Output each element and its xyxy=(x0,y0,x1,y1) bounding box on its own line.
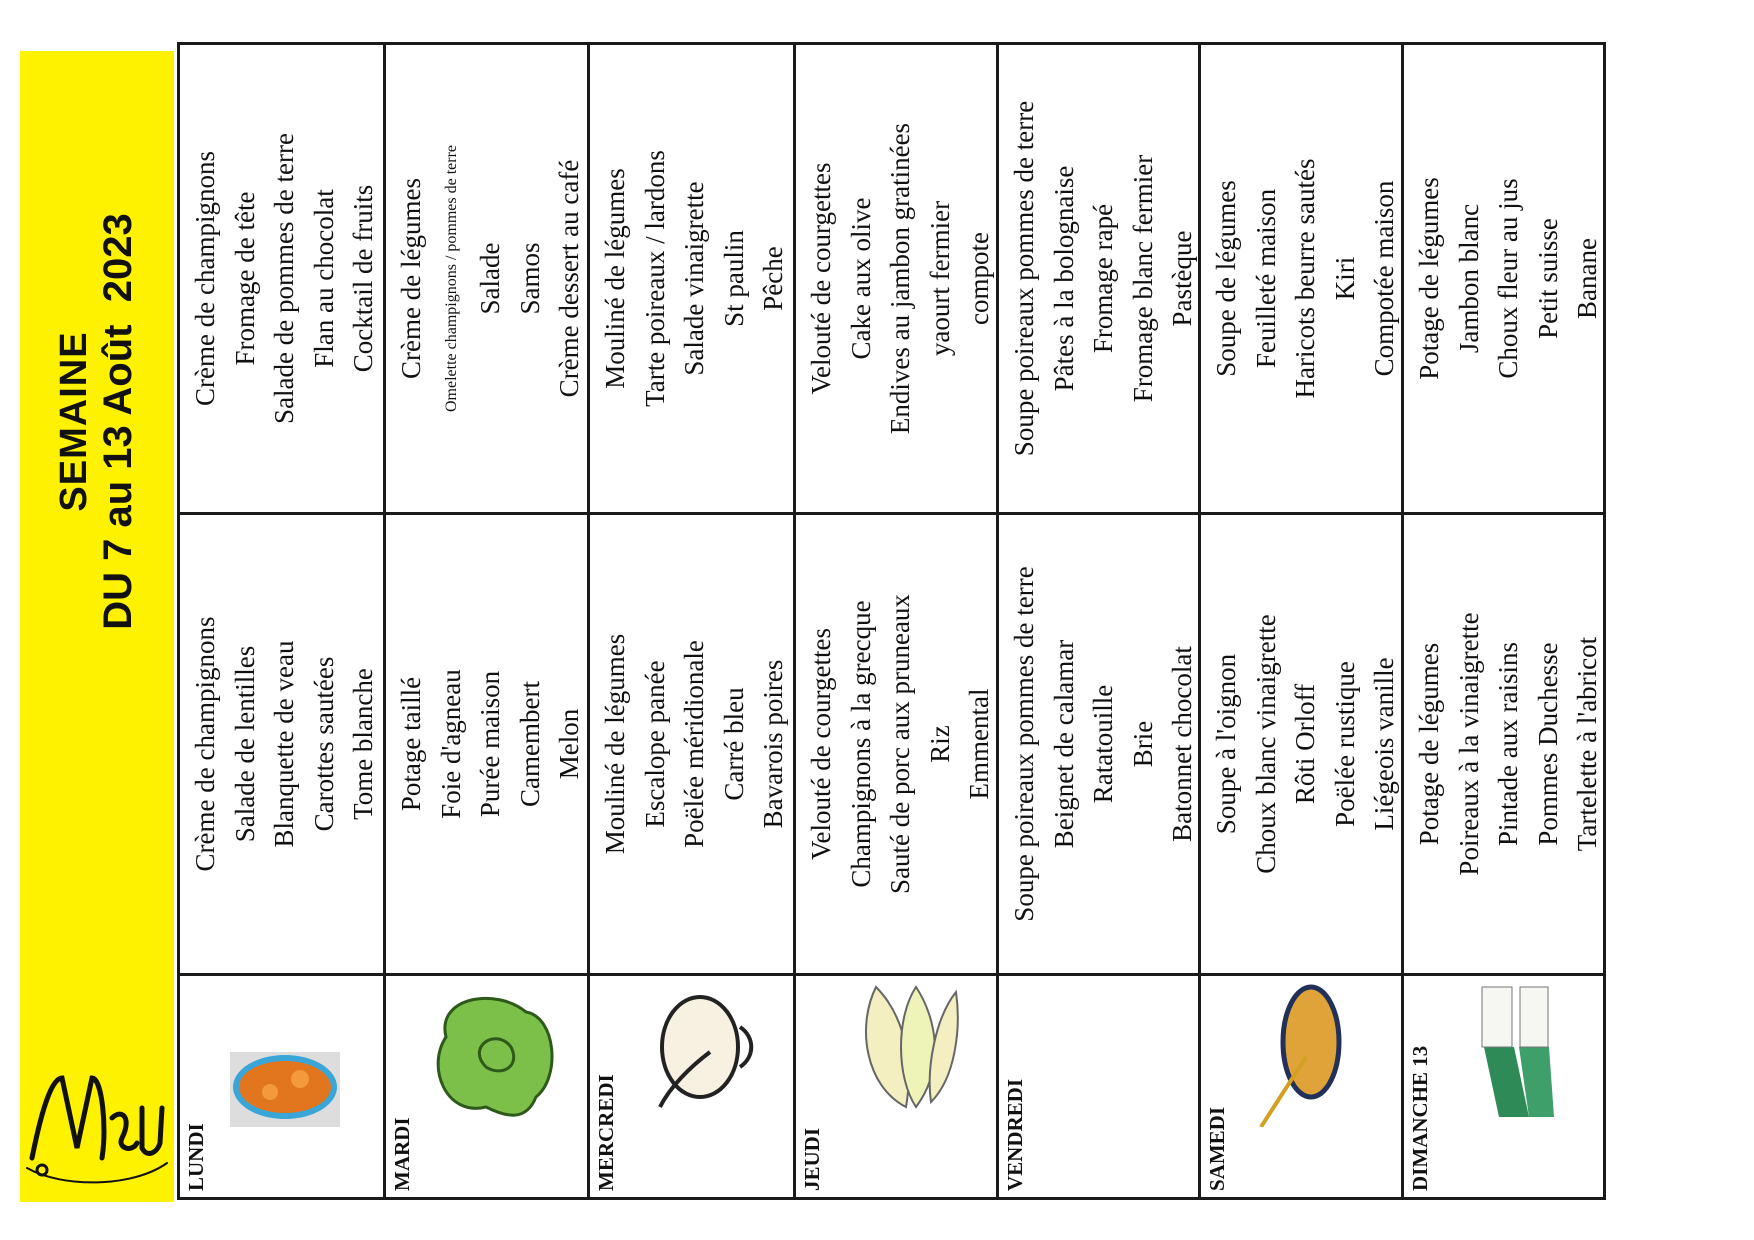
dinner-cell xyxy=(1201,45,1401,512)
lettuce-icon xyxy=(426,977,566,1127)
dish-item: Fromage blanc fermier xyxy=(1127,154,1158,403)
dish-item: Omelette champignons / pommes de terre xyxy=(442,144,460,413)
dish-item: Soupe de légumes xyxy=(1211,180,1241,377)
dinner-cell xyxy=(1404,45,1603,512)
lunch-cell xyxy=(590,512,793,973)
dish-item: Pintade aux raisins xyxy=(1493,642,1523,846)
lunch-dish-list xyxy=(186,515,384,973)
dish-item: Samos xyxy=(514,242,545,315)
day-name: LUNDI xyxy=(184,1123,208,1191)
leek-icon xyxy=(1444,977,1584,1127)
dish-item: Pommes Duchesse xyxy=(1532,642,1563,846)
dish-item: Carré bleu xyxy=(718,687,749,801)
dish-item: Sauté de porc aux pruneaux xyxy=(885,594,915,894)
day-row xyxy=(1404,45,1603,1197)
menu-logo-calligraphy xyxy=(26,1044,168,1194)
day-name: MERCREDI xyxy=(594,1074,618,1191)
dish-item: Tome blanche xyxy=(348,668,378,820)
dish-item: compote xyxy=(964,232,994,325)
dinner-cell xyxy=(590,45,793,512)
dish-item: Cake aux olive xyxy=(845,197,876,360)
title-dates: DU 7 au 13 Août 2023 xyxy=(96,213,140,630)
day-label-cell xyxy=(999,973,1198,1197)
dish-item: Feuilleté maison xyxy=(1250,188,1281,369)
dish-item: Mouliné de légumes xyxy=(600,168,630,389)
day-row xyxy=(386,45,590,1197)
day-label-cell xyxy=(590,973,793,1197)
dish-item: Choux fleur au jus xyxy=(1493,178,1523,379)
dish-item: Salade de pommes de terre xyxy=(269,133,299,424)
dish-item: yaourt fermier xyxy=(924,200,955,357)
dish-item: Soupe poireaux pommes de terre xyxy=(1009,566,1039,922)
dish-item: Batonnet chocolat xyxy=(1167,646,1197,842)
dish-item: Tarte poireaux / lardons xyxy=(639,150,670,407)
header-band xyxy=(20,51,174,1202)
dish-item: Emmental xyxy=(964,688,994,800)
lunch-cell xyxy=(796,512,996,973)
lunch-cell xyxy=(999,512,1198,973)
day-name: SAMEDI xyxy=(1205,1106,1229,1191)
dish-item: Salade vinaigrette xyxy=(679,181,709,376)
dish-item: Poëlée méridionale xyxy=(679,640,709,848)
dinner-dish-list xyxy=(1410,45,1608,512)
dinner-cell xyxy=(386,45,587,512)
day-row xyxy=(1201,45,1404,1197)
dish-item: Liégeois vanille xyxy=(1369,657,1399,831)
dish-item: Purée maison xyxy=(475,670,505,818)
dish-item: Brie xyxy=(1127,720,1158,768)
dish-item: Salade de lentilles xyxy=(229,645,260,843)
dish-item: Pêche xyxy=(758,246,788,311)
endive-icon xyxy=(836,977,976,1127)
dinner-cell xyxy=(796,45,996,512)
dish-item: Poireaux à la vinaigrette xyxy=(1453,612,1484,876)
day-label-cell xyxy=(386,973,587,1197)
dish-item: Champignons à la grecque xyxy=(845,600,876,888)
dish-item: Crème dessert au café xyxy=(554,159,584,398)
dish-item: Endives au jambon gratinées xyxy=(885,122,915,435)
pot-icon xyxy=(630,977,770,1127)
dish-item: Soupe à l'oignon xyxy=(1211,653,1241,835)
lunch-dish-list xyxy=(392,515,590,973)
dinner-dish-list xyxy=(596,45,794,512)
lunch-cell xyxy=(1404,512,1603,973)
day-label-cell xyxy=(796,973,996,1197)
dish-item: Melon xyxy=(554,708,584,780)
lunch-dish-list xyxy=(1005,515,1203,973)
dish-item: Potage de légumes xyxy=(1414,177,1444,380)
dish-item: Beignet de calamar xyxy=(1048,639,1079,849)
day-label-cell xyxy=(1201,973,1401,1197)
dish-item: Velouté de courgettes xyxy=(806,628,836,860)
dish-item: Choux blanc vinaigrette xyxy=(1250,614,1281,874)
dish-item: Blanquette de veau xyxy=(269,640,299,848)
dish-item: Camembert xyxy=(514,681,545,807)
lunch-cell xyxy=(386,512,587,973)
dinner-dish-list xyxy=(1207,45,1405,512)
dish-item: Fromage rapé xyxy=(1088,203,1118,354)
dish-item: Crème de champignons xyxy=(190,616,220,872)
day-label-cell xyxy=(1404,973,1603,1197)
dinner-dish-list xyxy=(186,45,384,512)
dish-item: Pâtes à la bolognaise xyxy=(1048,165,1079,392)
day-label-cell xyxy=(180,973,383,1197)
dish-item: Soupe poireaux pommes de terre xyxy=(1009,100,1039,457)
dish-item: Pastèque xyxy=(1167,230,1197,327)
dish-item: Crème de légumes xyxy=(396,178,426,379)
day-name: MARDI xyxy=(390,1117,414,1191)
day-row xyxy=(180,45,386,1197)
dish-item: Fromage de tête xyxy=(229,191,260,366)
dish-item: Velouté de courgettes xyxy=(806,162,836,395)
dish-item: Potage taillé xyxy=(396,676,426,812)
dish-item: Ratatouille xyxy=(1088,684,1118,804)
menu-table xyxy=(177,42,1606,1200)
header-title xyxy=(20,51,174,952)
dish-item: Tartelette à l'abricot xyxy=(1572,636,1602,852)
dish-item: Kiri xyxy=(1329,256,1360,301)
lunch-dish-list xyxy=(1410,515,1608,973)
lunch-dish-list xyxy=(802,515,1000,973)
dish-item: Mouliné de légumes xyxy=(600,633,630,855)
dish-item: Jambon blanc xyxy=(1453,203,1484,354)
dish-item: Bavarois poires xyxy=(758,659,788,829)
dish-item: Riz xyxy=(924,725,955,763)
day-name: VENDREDI xyxy=(1003,1078,1027,1191)
lunch-dish-list xyxy=(596,515,794,973)
dish-item: Salade xyxy=(475,242,505,315)
day-row xyxy=(999,45,1201,1197)
lunch-cell xyxy=(1201,512,1401,973)
dinner-cell xyxy=(999,45,1198,512)
dish-item: Cocktail de fruits xyxy=(348,184,378,373)
dish-item: Potage de légumes xyxy=(1414,642,1444,846)
dish-item: Flan au chocolat xyxy=(308,189,339,368)
dish-item: Carottes sautées xyxy=(308,656,339,832)
dish-item: Escalope panée xyxy=(639,660,670,828)
day-name: DIMANCHE 13 xyxy=(1408,1045,1432,1191)
dish-item: St paulin xyxy=(718,230,749,327)
paella-pan-icon xyxy=(1241,977,1381,1127)
dinner-dish-list xyxy=(1005,45,1203,512)
dish-item: Banane xyxy=(1572,238,1602,319)
dinner-dish-list xyxy=(802,45,1000,512)
day-name: JEUDI xyxy=(800,1127,824,1191)
dinner-cell xyxy=(180,45,383,512)
title-semaine: SEMAINE xyxy=(53,331,95,512)
dish-item: Haricots beurre sautés xyxy=(1290,158,1320,399)
dish-item: Foie d'agneau xyxy=(435,669,466,819)
day-row xyxy=(590,45,796,1197)
lunch-dish-list xyxy=(1207,515,1405,973)
dish-item: Rôti Orloff xyxy=(1290,683,1320,805)
carrots-dish-photo-icon xyxy=(220,977,360,1127)
dish-item: Compotée maison xyxy=(1369,180,1399,377)
dinner-dish-list xyxy=(392,45,590,512)
day-row xyxy=(796,45,999,1197)
dish-item: Crème de champignons xyxy=(190,151,220,406)
lunch-cell xyxy=(180,512,383,973)
dish-item: Poëlée rustique xyxy=(1329,661,1360,827)
dish-item: Petit suisse xyxy=(1532,218,1563,339)
